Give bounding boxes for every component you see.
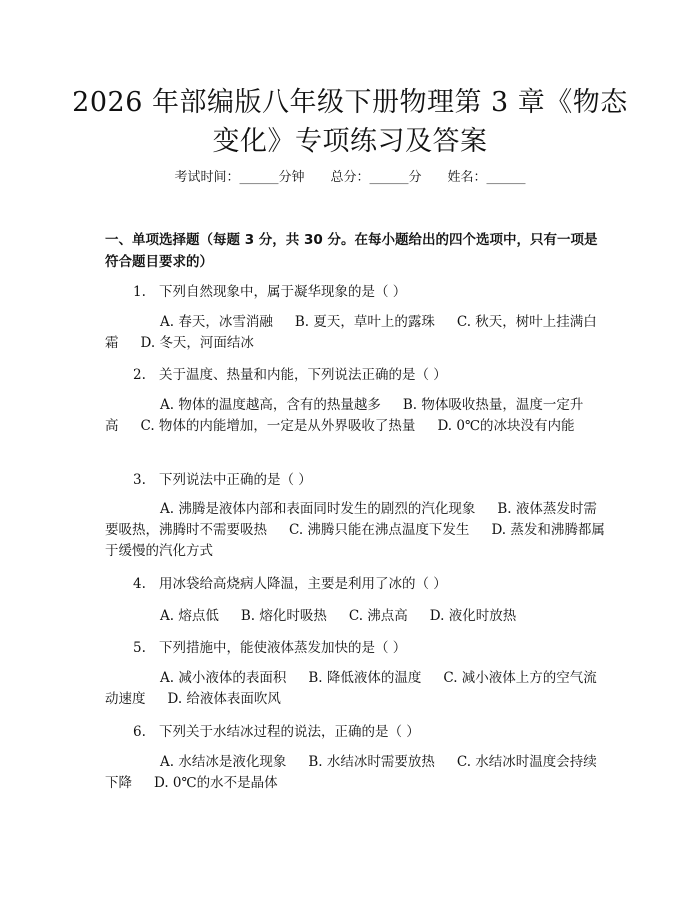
option-b: B. 物体吸收热量，温度一定升高 <box>105 397 584 434</box>
option-a: A. 水结冰是液化现象 <box>160 754 287 770</box>
option-b: B. 熔化时吸热 <box>240 608 327 624</box>
question-2-options <box>105 395 605 437</box>
option-d: D. 0℃的冰块没有内能 <box>437 418 575 434</box>
question-4 <box>133 574 447 594</box>
question-6-options <box>105 752 605 794</box>
option-c: C. 秋天，树叶上挂满白霜 <box>105 314 597 351</box>
option-c: C. 物体的内能增加，一定是从外界吸收了热量 <box>140 418 416 434</box>
question-5 <box>133 638 406 658</box>
question-stem: 下列关于水结冰过程的说法，正确的是（ ） <box>159 724 420 740</box>
option-d: D. 冬天，河面结冰 <box>140 335 254 351</box>
exam-time-field: 考试时间：______分钟 <box>174 170 305 185</box>
option-c: C. 沸点高 <box>348 608 408 624</box>
question-stem: 下列说法中正确的是（ ） <box>159 472 312 488</box>
option-d: D. 0℃的水不是晶体 <box>154 775 278 791</box>
question-5-options <box>105 668 605 710</box>
question-stem: 下列措施中，能使液体蒸发加快的是（ ） <box>159 640 407 656</box>
option-d: D. 蒸发和沸腾都属于缓慢的汽化方式 <box>105 522 605 559</box>
option-a: A. 物体的温度越高，含有的热量越多 <box>160 397 381 413</box>
page-title-line-2: 变化》专项练习及答案 <box>212 126 488 157</box>
question-stem: 关于温度、热量和内能，下列说法正确的是（ ） <box>159 367 447 383</box>
question-number: 1. <box>133 284 146 300</box>
option-a: A. 沸腾是液体内部和表面同时发生的剧烈的汽化现象 <box>160 501 476 517</box>
option-d: D. 给液体表面吹风 <box>167 691 281 707</box>
exam-meta <box>0 168 700 188</box>
option-a: A. 熔点低 <box>160 608 219 624</box>
student-name-field: 姓名：______ <box>447 170 526 185</box>
option-b: B. 液体蒸发时需要吸热，沸腾时不需要吸热 <box>105 501 597 538</box>
option-d: D. 液化时放热 <box>429 608 517 624</box>
option-c: C. 沸腾只能在沸点温度下发生 <box>289 522 470 538</box>
question-stem: 下列自然现象中，属于凝华现象的是（ ） <box>159 284 407 300</box>
question-stem: 用冰袋给高烧病人降温，主要是利用了冰的（ ） <box>159 576 447 592</box>
option-b: B. 夏天，草叶上的露珠 <box>294 314 435 330</box>
option-a: A. 减小液体的表面积 <box>160 670 287 686</box>
page-title-line-1: 2026 年部编版八年级下册物理第 3 章《物态 <box>72 87 628 118</box>
option-c: C. 水结冰时温度会持续下降 <box>105 754 597 791</box>
question-6 <box>133 722 420 742</box>
question-number: 3. <box>133 472 146 488</box>
question-number: 2. <box>133 367 146 383</box>
question-3-options <box>105 499 605 562</box>
question-number: 4. <box>133 576 146 592</box>
question-4-options <box>105 606 605 627</box>
option-c: C. 减小液体上方的空气流动速度 <box>105 670 597 707</box>
question-number: 5. <box>133 640 146 656</box>
total-score-field: 总分：______分 <box>330 170 422 185</box>
question-number: 6. <box>133 724 146 740</box>
option-a: A. 春天，冰雪消融 <box>160 314 273 330</box>
option-b: B. 降低液体的温度 <box>308 670 422 686</box>
question-2 <box>133 365 447 385</box>
option-b: B. 水结冰时需要放热 <box>308 754 435 770</box>
question-1 <box>133 282 406 302</box>
section-heading: 一、单项选择题（每题 3 分，共 30 分。在每小题给出的四个选项中，只有一项是符合题目要求的） <box>105 232 598 270</box>
question-1-options <box>105 312 605 354</box>
question-3 <box>133 470 312 490</box>
